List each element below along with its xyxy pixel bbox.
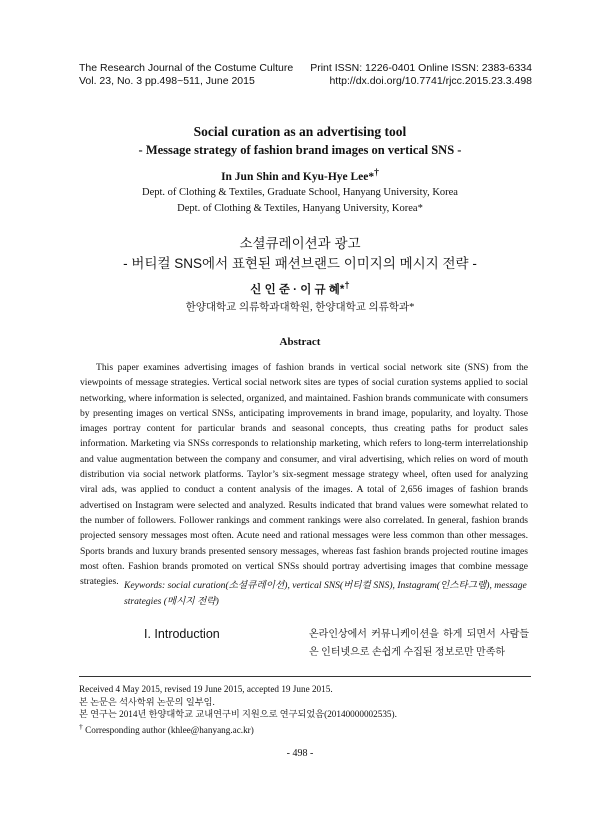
header-right: [310, 62, 532, 88]
english-title: [0, 123, 600, 159]
korean-authors-names: 신 인 준 · 이 규 혜*: [250, 283, 345, 296]
section-body-text: 온라인상에서 커뮤니케이션을 하게 되면서 사람들은 인터넷으로 손쉽게 수집된 정보로만 만족하: [309, 629, 529, 658]
english-affiliations: [0, 185, 600, 217]
section-heading: I. Introduction: [144, 627, 220, 641]
affiliation-1: Dept. of Clothing & Textiles, Graduate School, Hanyang University, Korea: [142, 187, 458, 198]
affiliation-2: Dept. of Clothing & Textiles, Hanyang University, Korea*: [177, 203, 423, 214]
footnotes: [79, 683, 539, 736]
journal-doi[interactable]: http://dx.doi.org/10.7741/rjcc.2015.23.3.498: [329, 75, 532, 87]
journal-name: The Research Journal of the Costume Culture: [79, 62, 294, 74]
keywords-label: Keywords:: [124, 580, 166, 591]
korean-title-main: 소셜큐레이션과 광고: [239, 236, 361, 251]
keywords-text: social curation(소셜큐레이션), vertical SNS(버티컬 SNS), Instagram(인스타그램), message strategies (메시지 전략): [124, 580, 527, 607]
footnote-received: Received 4 May 2015, revised 19 June 2015, accepted 19 June 2015.: [79, 684, 333, 694]
footnote-dagger: †: [79, 721, 83, 731]
korean-authors: [0, 280, 600, 297]
abstract-heading: Abstract: [279, 336, 321, 348]
journal-volume: Vol. 23, No. 3 pp.498~511, June 2015: [79, 75, 255, 87]
korean-corresponding-mark: †: [344, 280, 350, 291]
footnote-corresponding: [79, 721, 539, 737]
keywords: [124, 578, 534, 610]
english-title-sub: - Message strategy of fashion brand images on vertical SNS -: [138, 143, 462, 157]
korean-title: [0, 234, 600, 274]
corresponding-mark: †: [374, 167, 379, 178]
page-number: - 498 -: [286, 748, 314, 759]
abstract-text: This paper examines advertising images of fashion brands in vertical social network site (SNS) from the viewpoints of message strategies. Vertical social network sites are types of social curation systems applied to social networking, where information is selected, organized, and maintained. Fashion brands communicate with consumers by presenting images on vertical SNSs, anticipating improvements in brand image, popularity, and loyalty. Those images portray content for particular brands and seasonal concepts, thus creating paths for product sales information. Marketing via SNSs corresponds to relationship marketing, which refers to long-term interrelationship and value augmentation between the company and consumer, and viral advertising, which relies on word of mouth distribution via social network platforms. Taylor’s six-segment message strategy wheel, often used for analyzing viral ads, was applied to conduct a content analysis of the images. A total of 2,656 images of fashion brands advertised on Instagram were selected and analyzed. Results indicated that brand values were somewhat related to the number of followers. Follower rankings and comment rankings were also correlated. In general, fashion brands projected sensory messages most often. Acute need and rational messages were less common than other messages. Sports brands and luxury brands presented sensory messages, whereas fast fashion brands projected routine images most often. Fashion brands promoted on vertical SNSs should portray advertising images that combine message strategies.: [80, 362, 528, 588]
korean-title-sub: - 버티컬 SNS에서 표현된 패션브랜드 이미지의 메시지 전략 -: [123, 256, 477, 271]
footnote-divider: [79, 676, 531, 677]
english-title-main: Social curation as an advertising tool: [193, 124, 407, 139]
korean-affiliation: 한양대학교 의류학과대학원, 한양대학교 의류학과*: [185, 302, 415, 313]
english-authors-names: In Jun Shin and Kyu-Hye Lee*: [221, 170, 375, 183]
english-authors: [0, 167, 600, 183]
header-left: [79, 62, 293, 88]
journal-issn: Print ISSN: 1226-0401 Online ISSN: 2383-6334: [310, 62, 532, 74]
footnote-thesis: 본 논문은 석사학위 논문의 일부임.: [79, 696, 215, 707]
footnote-funding: 본 연구는 2014년 한양대학교 교내연구비 지원으로 연구되었음(20140000002535).: [79, 709, 397, 719]
footnote-corresponding-text: Corresponding author (khlee@hanyang.ac.kr): [82, 724, 254, 735]
